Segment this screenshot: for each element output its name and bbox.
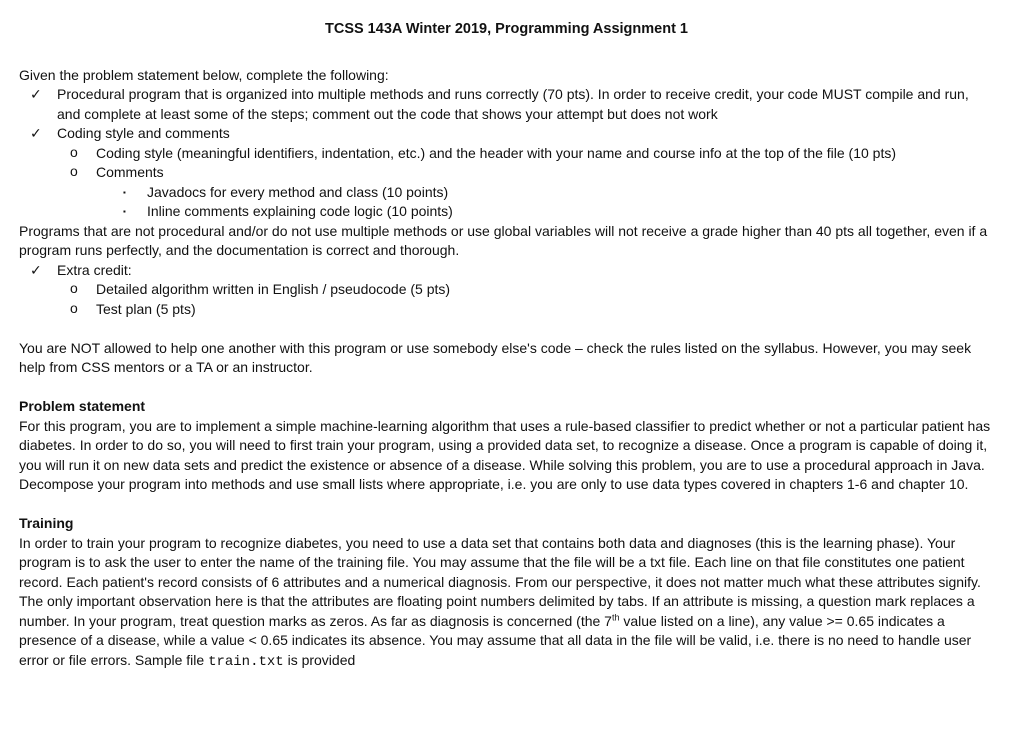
procedural-note: Programs that are not procedural and/or do not use multiple methods or use global variables will not receive a grade higher than 40 pts all together, even if a program runs perfectly, and the documentation is correct and thorough.: [19, 222, 988, 258]
training-body: [19, 534, 994, 673]
requirement-procedural: Procedural program that is organized into multiple methods and runs correctly (70 pts). In order to receive credit, your code MUST compile and run, and complete at least some of the steps; comment out the code that shows your attempt but does not work: [57, 86, 969, 122]
superscript-th: th: [611, 611, 620, 622]
intro-text: Given the problem statement below, complete the following:: [19, 66, 389, 83]
list-item: [19, 280, 994, 300]
training-text-3: is provided: [283, 651, 356, 668]
square-bullet-icon: ▪: [123, 207, 126, 216]
list-item: [19, 300, 994, 320]
rules-text: You are NOT allowed to help one another with this program or use somebody else's code – check the rules listed on the syllabus. However, you may seek help from CSS mentors or a TA or an instructor.: [19, 339, 972, 375]
document-page: [19, 20, 994, 672]
list-item: [19, 261, 994, 281]
sample-file-name: train.txt: [208, 653, 284, 670]
list-item: [19, 163, 994, 222]
test-plan-text: Test plan (5 pts): [96, 300, 196, 317]
coding-style-text: Coding style (meaningful identifiers, indentation, etc.) and the header with your name and course info at the top of the file (10 pts): [96, 144, 897, 161]
training-heading: Training: [19, 515, 74, 531]
circle-bullet-icon: o: [70, 299, 78, 316]
problem-body: For this program, you are to implement a simple machine-learning algorithm that uses a rule-based classifier to predict whether or not a particular patient has diabetes. In order to do so, you will need to first train your program, using a provided data set, to recognize a disease. Once a program is capable of doing it, you will run it on new data sets and predict the existence or absence of a disease. While solving this problem, you are to use a procedural approach in Java. Decompose your program into methods and use small lists where appropriate, i.e. you are only to use data types covered in chapters 1-6 and chapter 10.: [19, 417, 991, 492]
list-item: [19, 144, 994, 164]
algorithm-text: Detailed algorithm written in English / pseudocode (5 pts): [96, 281, 451, 297]
page-title: TCSS 143A Winter 2019, Programming Assignment 1: [324, 21, 688, 37]
training-text-1: In order to train your program to recognize diabetes, you need to use a data set that contains both data and diagnoses (this is the learning phase). Your program is to ask the user to enter the name of the training file. You may assume that the file will be a txt file. Each line on that file constitutes one patient record. Each patient's record consists of 6 attributes and a numerical diagnosis. From our perspective, it does not matter much what these attributes signify. The only important observation here is that the attributes are floating point numbers delimited by tabs. If an attribute is missing, a question mark replaces a number. In your program, treat question marks as zeros. As far as diagnosis is concerned (the 7: [19, 534, 981, 629]
inline-comments-text: Inline comments explaining code logic (10 points): [147, 203, 453, 219]
circle-bullet-icon: o: [70, 143, 78, 160]
requirements-list: [19, 85, 994, 222]
comments-text: Comments: [96, 164, 164, 180]
circle-bullet-icon: o: [70, 280, 78, 296]
extra-credit-label: Extra credit:: [57, 261, 132, 278]
javadocs-text: Javadocs for every method and class (10 points): [147, 183, 449, 200]
list-item: [19, 85, 994, 124]
square-bullet-icon: ▪: [123, 187, 126, 197]
extra-credit-list: [19, 261, 994, 281]
training-text-2: value listed on a line), any value >= 0.65 indicates a presence of a disease, while a value < 0.65 indicates its absence. You may assume that all data in the file will be valid, i.e. there is no need to handle user error or file errors. Sample file: [19, 612, 972, 668]
problem-heading: Problem statement: [19, 398, 146, 414]
checkmark-icon: ✓: [30, 125, 42, 141]
extra-credit-sublist: [19, 280, 994, 319]
list-item: [19, 124, 994, 222]
requirement-style: Coding style and comments: [57, 125, 230, 141]
checkmark-icon: ✓: [30, 261, 42, 278]
comments-sublist: [96, 183, 994, 222]
circle-bullet-icon: o: [70, 163, 78, 179]
list-item: [19, 183, 994, 203]
list-item: [19, 202, 994, 222]
checkmark-icon: ✓: [30, 86, 42, 102]
style-sublist: [57, 144, 994, 222]
